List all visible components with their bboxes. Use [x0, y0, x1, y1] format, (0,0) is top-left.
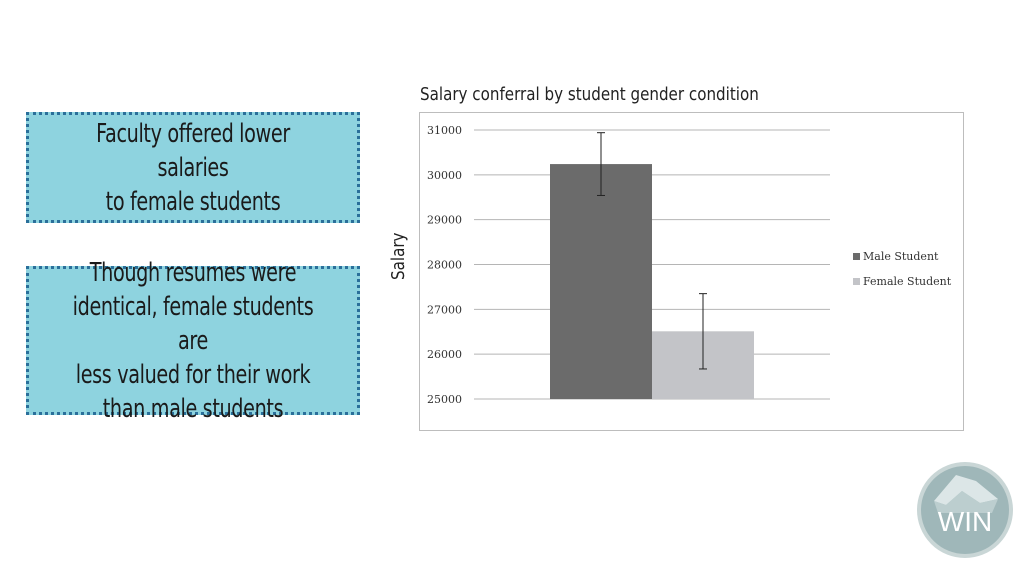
callout-2-line-1: Though resumes were — [89, 257, 297, 288]
win-logo — [916, 461, 1014, 559]
callout-resumes-identical — [26, 257, 360, 424]
legend-label-female-student: Female Student — [863, 275, 952, 288]
y-tick-label-28000: 28000 — [427, 258, 462, 272]
callout-2-line-3: less valued for their work — [75, 359, 311, 390]
y-tick-label-26000: 26000 — [427, 348, 462, 362]
callout-2-line-4: than male students — [102, 393, 284, 424]
callout-faculty-lower-salaries — [26, 112, 360, 223]
bar-chart — [419, 112, 964, 431]
legend-swatch-female-student — [853, 278, 860, 285]
y-tick-label-30000: 30000 — [427, 168, 462, 182]
chart-title: Salary conferral by student gender condition — [420, 84, 759, 105]
logo-wordmark: WIN — [937, 506, 993, 537]
y-axis-label: Salary — [388, 232, 409, 280]
y-tick-label-25000: 25000 — [427, 393, 462, 406]
y-tick-label-31000: 31000 — [427, 124, 462, 137]
callout-2-line-2: identical, female students are — [72, 291, 314, 356]
y-tick-label-29000: 29000 — [427, 213, 462, 227]
legend-swatch-male-student — [853, 253, 860, 260]
legend-label-male-student: Male Student — [863, 250, 939, 263]
callout-1-line-1: Faculty offered lower salaries — [96, 118, 290, 183]
bar-male-student — [550, 164, 652, 399]
y-tick-label-27000: 27000 — [427, 303, 462, 317]
callout-1-line-2: to female students — [105, 186, 281, 217]
